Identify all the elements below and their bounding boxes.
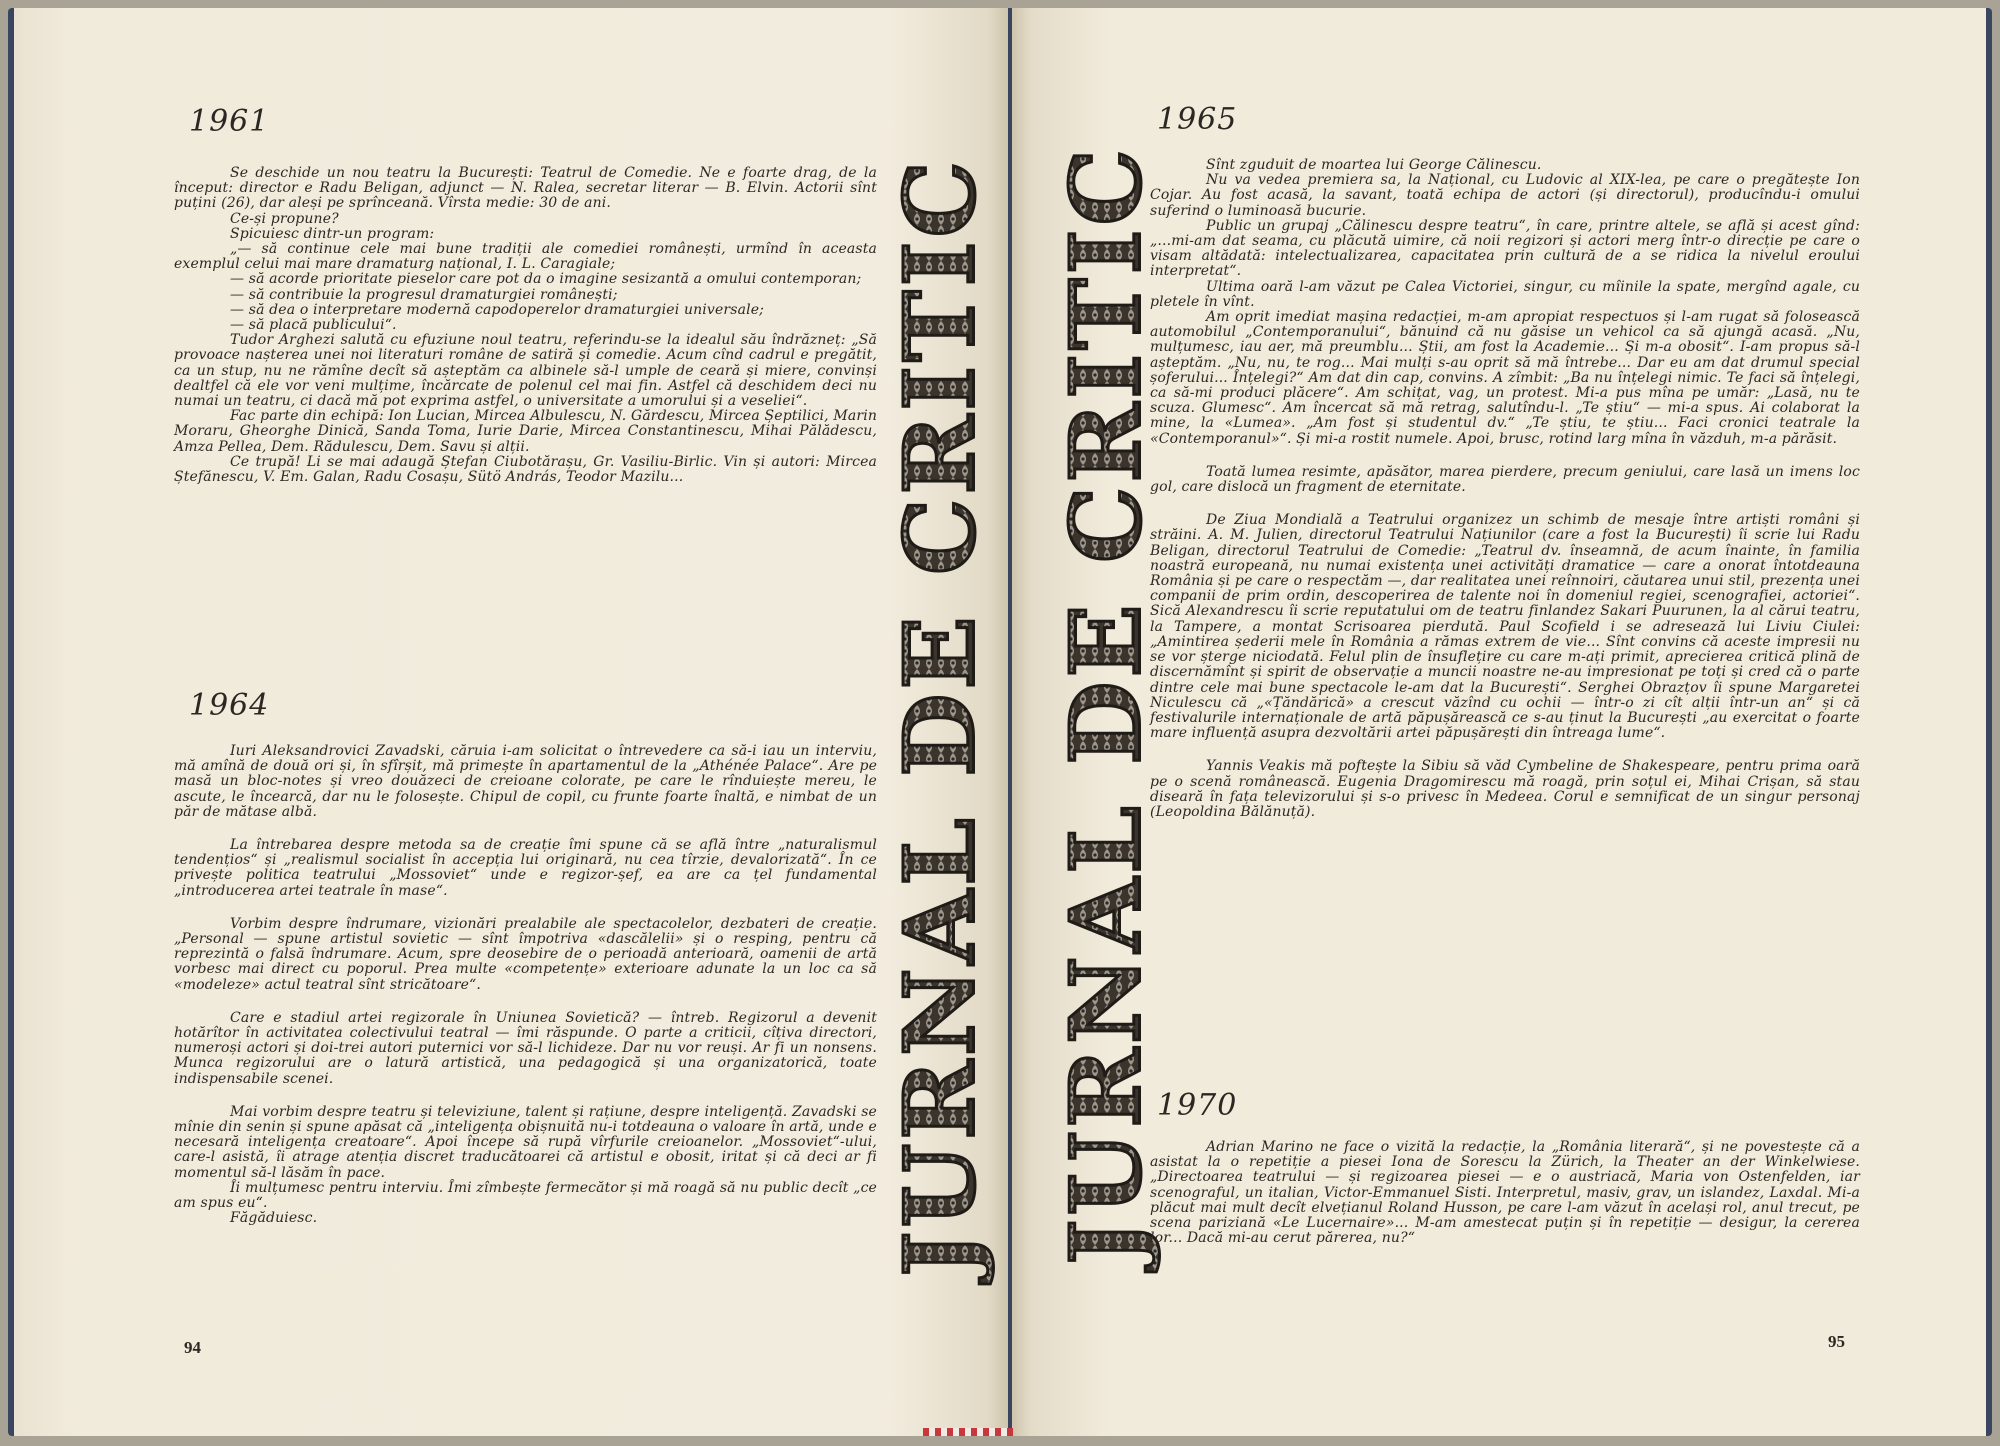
banner-title-text: JURNAL DE CRITIC: [883, 157, 997, 1277]
paragraph: Nu va vedea premiera sa, la Național, cu Ludovic al XIX-lea, pe care o pregătește Ion Cojar. Au fost acasă, la savant, toată echipa de actori (și directorul), producîndu-i omului suferind o luminoasă bucurie.: [1150, 172, 1860, 219]
paragraph: Îi mulțumesc pentru interviu. Îmi zîmbește fermecător și mă roagă să nu public decît „ce am spus eu“.: [174, 1179, 877, 1212]
paragraph: Ce trupă! Li se mai adaugă Ștefan Ciubotărașu, Gr. Vasiliu-Birlic. Vin și autori: Mircea Ștefănescu, V. Em. Galan, Radu Cosașu, Sütö András, Teodor Mazilu...: [174, 453, 877, 486]
left-page: [14, 8, 1008, 1436]
entry-1961-text: [174, 166, 877, 485]
ornamental-letters-icon: [883, 112, 997, 1322]
year-heading-1961: 1961: [189, 104, 270, 139]
paragraph: Ce-și propune?: [230, 210, 339, 227]
paragraph: Tudor Arghezi salută cu efuziune noul teatru, referindu-se la idealul său îndrăzneț: „Să provoace nașterea unei noi literaturi române de satiră și comedie. Acum cînd cadrul e pregătit, ca un stup, nu ne rămîne decît să așteptăm ca albinele să-l umple de ceară și miere, convinși dealtfel că ele vor veni mulțime, încărcate de polenul cel mai fin. Astfel că deschidem deci nu numai un teatru, ci dacă mă pot exprima astfel, o universitate a umorului și a veseliei“.: [174, 332, 877, 410]
page-number-left: 94: [184, 1338, 201, 1357]
book-spread: [8, 8, 1992, 1436]
entry-1965-text: [1150, 158, 1860, 820]
decorative-title-banner-right: [1049, 100, 1163, 1310]
paragraph: Am oprit imediat mașina redacției, m-am apropiat respectuos și l-am rugat să folosească automobilul „Contemporanului“, bănuind că nu găsise un vehicol ca să ajungă acasă. „Nu, mulțumesc, iau aer, mă preumblu... Știi, am fost la Academie... Și m-a obosit“. I-am propus să-l așteptăm. „Nu, nu, te rog... Mai mulți s-au oprit să mă întrebe... Dar eu am dat drumul special șoferului... Înțelegi?“ Am dat din cap, convins. A zîmbit: „Ba nu înțelegi nimic. Te faci să înțelegi, ca să-mi produci plăcere“. Am schițat, vag, un protest. Mi-a pus mîna pe umăr: „Lasă, nu te scuza. Glumesc“. Am încercat să mă retrag, salutîndu-l. „Te știu“ — mi-a spus. Ai colaborat la mine, la «Lumea». „Am fost și studentul dv.“ „Te știu, te știu... Faci cronici teatrale la «Contemporanul»“. Și mi-a rostit numele. Apoi, brusc, rotind larg mîna în văzduh, m-a părăsit.: [1150, 309, 1860, 447]
bookmark-ribbon: [923, 1428, 1013, 1436]
paragraph: — să contribuie la progresul dramaturgiei românești;: [230, 286, 618, 303]
paragraph: — să acorde prioritate pieselor care pot da o imagine sesizantă a omului contemporan;: [230, 271, 862, 288]
paragraph: Spicuiesc dintr-un program:: [230, 225, 435, 242]
paragraph: Iuri Aleksandrovici Zavadski, căruia i-am solicitat o întrevedere ca să-i iau un interviu, mă amînă de două ori și, în sfîrșit, mă primește în apartamentul de la „Athénée Palace“. Are pe masă un bloc-notes și vreo douăzeci de creioane colorate, pe care le rînduiește mereu, le ascute, le încearcă, dar nu le folosește. Chipul de copil, cu frunte foarte înaltă, e nimbat de un păr de mătase albă.: [174, 743, 877, 820]
decorative-title-banner-left: [883, 112, 997, 1322]
entry-1970-text: [1150, 1140, 1860, 1246]
entry-1964-text: [174, 744, 877, 1226]
paragraph: — să placă publicului“.: [230, 317, 397, 334]
paragraph: Se deschide un nou teatru la București: Teatrul de Comedie. Ne e foarte drag, de la început: director e Radu Beligan, adjunct — N. Ralea, secretar literar — B. Elvin. Actorii sînt puțini (26), dar aleși pe sprînceană. Vîrsta medie: 30 de ani.: [174, 165, 877, 212]
paragraph: Ultima oară l-am văzut pe Calea Victoriei, singur, cu mîinile la spate, mergînd agale, cu pletele în vînt.: [1150, 278, 1860, 310]
ornamental-letters-icon: [1049, 100, 1163, 1310]
paragraph: Care e stadiul artei regizorale în Uniunea Sovietică? — întreb. Regizorul a devenit hotărîtor în activitatea colectivului teatral — îmi răspunde. O parte a criticii, cîțiva directori, numeroși actori și doi-trei autori puternici vor să-l lichideze. Dar nu vor reuși. Ar fi un nonsens. Munca regizorului are o latură artistică, una pedagogică și una organizatorică, toate indispensabile scenei.: [174, 1009, 877, 1087]
paragraph: — să dea o interpretare modernă capodoperelor dramaturgiei universale;: [230, 301, 765, 318]
paragraph: Făgăduiesc.: [230, 1210, 318, 1227]
year-heading-1964: 1964: [189, 688, 270, 723]
paragraph: Yannis Veakis mă poftește la Sibiu să văd Cymbeline de Shakespeare, pentru prima oară pe o scenă românească. Eugenia Dragomirescu mă roagă, prin soțul ei, Mihai Crișan, să stau diseară în fața televizorului și s-o privesc în Medeea. Corul e semnificat de un singur personaj (Leopoldina Bălănuță).: [1150, 758, 1860, 820]
paragraph: Vorbim despre îndrumare, vizionări prealabile ale spectacolelor, dezbateri de creație. „Personal — spune artistul sovietic — sînt împotriva «dascălelii» și o resping, pentru că reprezintă o falsă îndrumare. Acum, spre deosebire de o perioadă anterioară, oamenii de artă vorbesc mai direct cu poporul. Prea multe «competențe» exterioare adunate la un loc ca să «modeleze» actul teatral sînt stricătoare“.: [174, 915, 877, 993]
paragraph: Public un grupaj „Călinescu despre teatru“, în care, printre altele, se află și acest gînd: „...mi-am dat seama, cu plăcută uimire, că noii regizori și actori merg într-o direcție pe care o visam altădată: intelectualizarea, capacitatea prin cultură de a se ridica la nivelul eroului interpretat“.: [1150, 217, 1860, 280]
paragraph: Mai vorbim despre teatru și televiziune, talent și rațiune, despre inteligență. Zavadski se mînie din senin și spune apăsat că „inteligența obișnuită nu-i totdeauna o valoare în artă, unde e necesară inteligența creatoare“. Apoi începe să rupă vîrfurile creioanelor. „Mossoviet“-ului, care-l asistă, îi atrage atenția discret traducătoarei că artistul e obosit, iritat și că deci ar fi momentul să-l lăsăm în pace.: [174, 1103, 877, 1181]
paragraph: „— să continue cele mai bune tradiții ale comediei românești, urmînd în aceasta exemplul celui mai mare dramaturg național, I. L. Caragiale;: [174, 241, 877, 273]
year-heading-1965: 1965: [1157, 102, 1238, 137]
paragraph: Fac parte din echipă: Ion Lucian, Mircea Albulescu, N. Gărdescu, Mircea Șeptilici, Marin Moraru, Gheorghe Dinică, Sanda Toma, Iurie Darie, Mircea Constantinescu, Mihai Pălădescu, Amza Pellea, Dem. Rădulescu, Dem. Savu și alții.: [174, 408, 877, 455]
paragraph: Sînt zguduit de moartea lui George Călinescu.: [1206, 157, 1542, 173]
banner-title-text: JURNAL DE CRITIC: [1049, 145, 1163, 1265]
right-page: [1012, 8, 1986, 1436]
year-heading-1970: 1970: [1157, 1088, 1238, 1123]
paragraph: Adrian Marino ne face o vizită la redacție, la „România literară“, și ne povestește că a asistat la o repetiție a piesei Iona de Sorescu la Zürich, la Theater an der Winkelwiese. „Directoarea teatrului — și regizoarea piesei — e o austriacă, Maria von Ostenfelden, iar scenograful, un italian, Victor-Emmanuel Sisti. Interpretul, masiv, grav, un islandez, Laxdal. Mi-a plăcut mai mult decît elvețianul Roland Husson, pe care l-am văzut în același rol, anul trecut, pe scena pariziană «Le Lucernaire»... M-am amestecat puțin și în repetiție — desigur, la cererea lor... Dacă mi-au cerut părerea, nu?“: [1150, 1139, 1860, 1247]
paragraph: De Ziua Mondială a Teatrului organizez un schimb de mesaje între artiști români și străini. A. M. Julien, directorul Teatrului Națiunilor (care a fost la București) îi scrie lui Radu Beligan, directorul Teatrului de Comedie: „Teatrul dv. înseamnă, de acum înainte, în familia noastră europeană, nu numai existența unei activități dramatice — care a onorat întotdeauna România și pe care o respectăm —, dar realitatea unei reînnoiri, căutarea unui stil, prezența unei companii de prim ordin, descoperirea de talente noi în domeniul regiei, scenografiei, actoriei“. Sică Alexandrescu îi scrie reputatului om de teatru finlandez Sakari Puurunen, la al cărui teatru, la Tampere, a montat Scrisoarea pierdută. Paul Scofield i se adresează lui Liviu Ciulei: „Amintirea șederii mele în România a rămas extrem de vie... Sînt convins că aceste impresii nu se vor șterge niciodată. Felul plin de însuflețire cu care m-ați primit, aprecierea critică plină de discernămînt și spirit de observație a muncii noastre ne-au impresionat pe toți și cred că o parte dintre cele mai bune spectacole le-am dat la București“. Serghei Obrazțov îi spune Margaretei Niculescu că „«Țăndărică» a crescut văzînd cu ochii — într-o zi cît alții într-un an“ și că festivalurile internaționale de artă păpușărească ce s-au ținut la București „au exercitat o foarte mare influență asupra dezvoltării artei păpușărești din întreaga lume“.: [1150, 512, 1860, 742]
paragraph: La întrebarea despre metoda sa de creație îmi spune că se află între „naturalismul tendențios“ și „realismul socialist în accepția lui originară, nu cea tîrzie, devalorizată“. În ce privește politica teatrului „Mossoviet“ unde e regizor-șef, ea are ca țel fundamental „introducerea artei teatrale în mase“.: [174, 837, 877, 899]
paragraph: Toată lumea resimte, apăsător, marea pierdere, precum geniului, care lasă un imens loc gol, care dislocă un fragment de eternitate.: [1150, 463, 1860, 496]
page-number-right: 95: [1828, 1332, 1845, 1351]
